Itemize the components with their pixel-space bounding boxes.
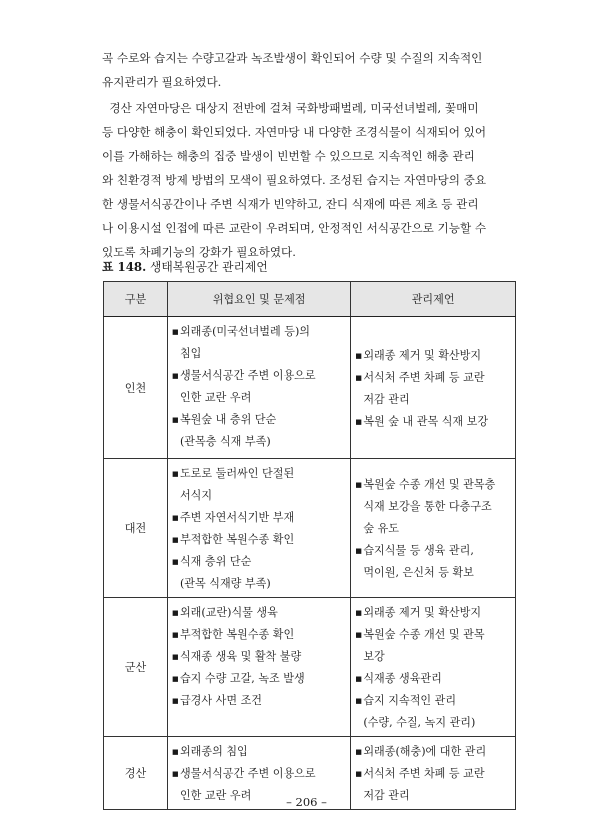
bullet-square-icon: ■ <box>355 417 362 426</box>
list-item-text: 외래종(해충)에 대한 관리 <box>363 745 487 758</box>
paragraph-1 <box>102 46 514 94</box>
list-item <box>172 741 346 763</box>
list-item-continuation: 숲 유도 <box>363 522 399 535</box>
region-cell: 군산 <box>104 598 168 737</box>
list-item-text: 복원숲 수종 개선 및 관목층 <box>363 478 496 491</box>
list-item-continuation: 먹이원, 은신처 등 확보 <box>363 566 474 579</box>
list-item-text: 외래종(미국선녀벌레 등)의 <box>179 325 311 338</box>
list-item <box>172 463 346 485</box>
page-number: – 206 – <box>286 795 327 809</box>
bullet-square-icon: ■ <box>171 631 179 639</box>
list-item <box>172 507 346 529</box>
list-item <box>355 540 511 562</box>
list-item-continuation: 서식지 <box>179 489 213 502</box>
bullet-square-icon: ■ <box>355 748 362 756</box>
list-item-text: 복원 숲 내 관목 식재 보강 <box>363 414 489 428</box>
list-item <box>172 602 346 624</box>
header-proposals: 관리제언 <box>351 282 516 317</box>
bullet-square-icon: ■ <box>171 536 179 544</box>
threats-cell <box>167 317 350 459</box>
list-item-continuation: 보강 <box>363 650 385 663</box>
list-item-text: 외래(교란)식물 생육 <box>179 606 278 619</box>
management-table <box>103 281 516 810</box>
table-row <box>104 459 516 598</box>
threats-cell <box>167 598 350 737</box>
table-number: 표 148. <box>102 260 147 274</box>
header-category: 구분 <box>104 282 168 317</box>
paragraph-line: 등 다양한 해충이 확인되었다. 자연마당 내 다양한 조경식물이 식재되어 있어 <box>102 125 487 139</box>
paragraph-line: 유지관리가 필요하였다. <box>102 75 222 89</box>
list-item <box>172 668 346 690</box>
bullet-square-icon: ■ <box>171 697 179 705</box>
list-item-text: 생물서식공간 주변 이용으로 <box>179 767 316 780</box>
list-item-text: 서식처 주변 차폐 등 교란 <box>363 370 485 384</box>
list-item-continuation: (수량, 수질, 녹지 관리) <box>363 716 476 729</box>
paragraph-line: 있도록 차폐기능의 강화가 필요하였다. <box>102 245 296 259</box>
list-item-continuation: 저감 관리 <box>363 789 410 802</box>
list-item <box>172 646 346 668</box>
bullet-square-icon: ■ <box>171 748 179 756</box>
list-item-continuation: 침입 <box>179 347 202 360</box>
list-item-text: 급경사 사면 조건 <box>179 694 263 707</box>
bullet-square-icon: ■ <box>355 373 362 382</box>
header-threats: 위협요인 및 문제점 <box>167 282 350 317</box>
table-row <box>104 317 516 459</box>
bullet-square-icon: ■ <box>171 372 179 380</box>
list-item-text: 외래종 제거 및 확산방지 <box>363 348 482 362</box>
table-header-row <box>104 282 516 317</box>
bullet-square-icon: ■ <box>171 558 179 566</box>
list-item-continuation: (관목층 식재 부족) <box>179 435 271 448</box>
list-item-text: 외래종 제거 및 확산방지 <box>363 606 482 619</box>
bullet-square-icon: ■ <box>171 328 179 336</box>
bullet-square-icon: ■ <box>171 675 179 683</box>
proposals-cell <box>351 317 516 459</box>
list-item <box>172 321 346 343</box>
bullet-square-icon: ■ <box>355 351 362 360</box>
paragraph-line: 경산 자연마당은 대상지 전반에 걸쳐 국화방패벌레, 미국선녀벌레, 꽃매미 <box>102 101 479 115</box>
list-item-text: 외래종의 침입 <box>179 745 248 758</box>
list-item <box>355 763 511 785</box>
list-item <box>355 411 511 433</box>
threats-cell <box>167 459 350 598</box>
bullet-square-icon: ■ <box>355 631 362 639</box>
list-item <box>172 529 346 551</box>
paragraph-2 <box>102 96 514 264</box>
region-cell: 경산 <box>104 737 168 810</box>
paragraph-line: 곡 수로와 습지는 수량고갈과 녹조발생이 확인되어 수량 및 수질의 지속적인 <box>102 51 483 65</box>
list-item-text: 습지 수량 고갈, 녹조 발생 <box>179 672 305 685</box>
list-item <box>355 474 511 496</box>
list-item <box>355 345 511 367</box>
bullet-square-icon: ■ <box>171 770 179 778</box>
bullet-square-icon: ■ <box>171 609 179 617</box>
region-cell: 인천 <box>104 317 168 459</box>
bullet-square-icon: ■ <box>171 470 179 478</box>
list-item-text: 식재종 생육관리 <box>363 672 442 685</box>
list-item-text: 생물서식공간 주변 이용으로 <box>179 369 316 382</box>
list-item <box>172 690 346 712</box>
list-item-text: 부적합한 복원수종 확인 <box>179 533 295 546</box>
list-item-text: 복원숲 수종 개선 및 관목 <box>363 628 485 641</box>
list-item <box>355 668 511 690</box>
list-item-continuation: 저감 관리 <box>363 392 410 406</box>
list-item-text: 복원숲 내 층위 단순 <box>179 413 277 426</box>
list-item <box>355 624 511 646</box>
list-item-text: 식재 층위 단순 <box>179 555 252 568</box>
bullet-square-icon: ■ <box>355 547 362 555</box>
bullet-square-icon: ■ <box>171 514 179 522</box>
list-item <box>355 367 511 389</box>
paragraph-line: 한 생물서식공간이나 주변 식재가 빈약하고, 잔디 식재에 따른 제초 등 관리 <box>102 197 479 211</box>
list-item <box>172 763 346 785</box>
list-item-text: 서식처 주변 차폐 등 교란 <box>363 767 485 780</box>
bullet-square-icon: ■ <box>355 770 362 778</box>
list-item-continuation: 인한 교란 우려 <box>179 391 252 404</box>
list-item <box>355 602 511 624</box>
list-item <box>172 409 346 431</box>
list-item-text: 식재종 생육 및 활착 불량 <box>179 650 302 663</box>
paragraph-line: 와 친환경적 방제 방법의 모색이 필요하였다. 조성된 습지는 자연마당의 중요 <box>102 173 487 187</box>
list-item <box>172 551 346 573</box>
bullet-square-icon: ■ <box>171 416 179 424</box>
list-item <box>172 624 346 646</box>
bullet-square-icon: ■ <box>355 675 362 683</box>
list-item <box>355 690 511 712</box>
proposals-cell <box>351 459 516 598</box>
list-item-text: 부적합한 복원수종 확인 <box>179 628 295 641</box>
list-item-continuation: 식재 보강을 통한 다층구조 <box>363 500 492 513</box>
list-item-continuation: 인한 교란 우려 <box>179 789 252 802</box>
list-item-continuation: (관목 식재량 부족) <box>179 577 271 590</box>
paragraph-line: 이를 가해하는 해충의 집중 발생이 빈번할 수 있으므로 지속적인 해충 관리 <box>102 149 475 163</box>
table-title: 생태복원공간 관리제언 <box>150 260 268 274</box>
list-item <box>355 741 511 763</box>
list-item-text: 도로로 둘러싸인 단절된 <box>179 467 295 480</box>
paragraph-line: 나 이용시설 인접에 따른 교란이 우려되며, 안정적인 서식공간으로 기능할 수 <box>102 221 487 235</box>
list-item-text: 습지 지속적인 관리 <box>363 694 457 707</box>
bullet-square-icon: ■ <box>355 481 362 489</box>
region-cell: 대전 <box>104 459 168 598</box>
bullet-square-icon: ■ <box>171 653 179 661</box>
bullet-square-icon: ■ <box>355 609 362 617</box>
list-item-text: 습지식물 등 생육 관리, <box>363 544 474 557</box>
table-row <box>104 598 516 737</box>
bullet-square-icon: ■ <box>355 697 362 705</box>
list-item <box>172 365 346 387</box>
proposals-cell <box>351 598 516 737</box>
table-caption <box>102 258 268 275</box>
list-item-text: 주변 자연서식기반 부재 <box>179 511 295 524</box>
